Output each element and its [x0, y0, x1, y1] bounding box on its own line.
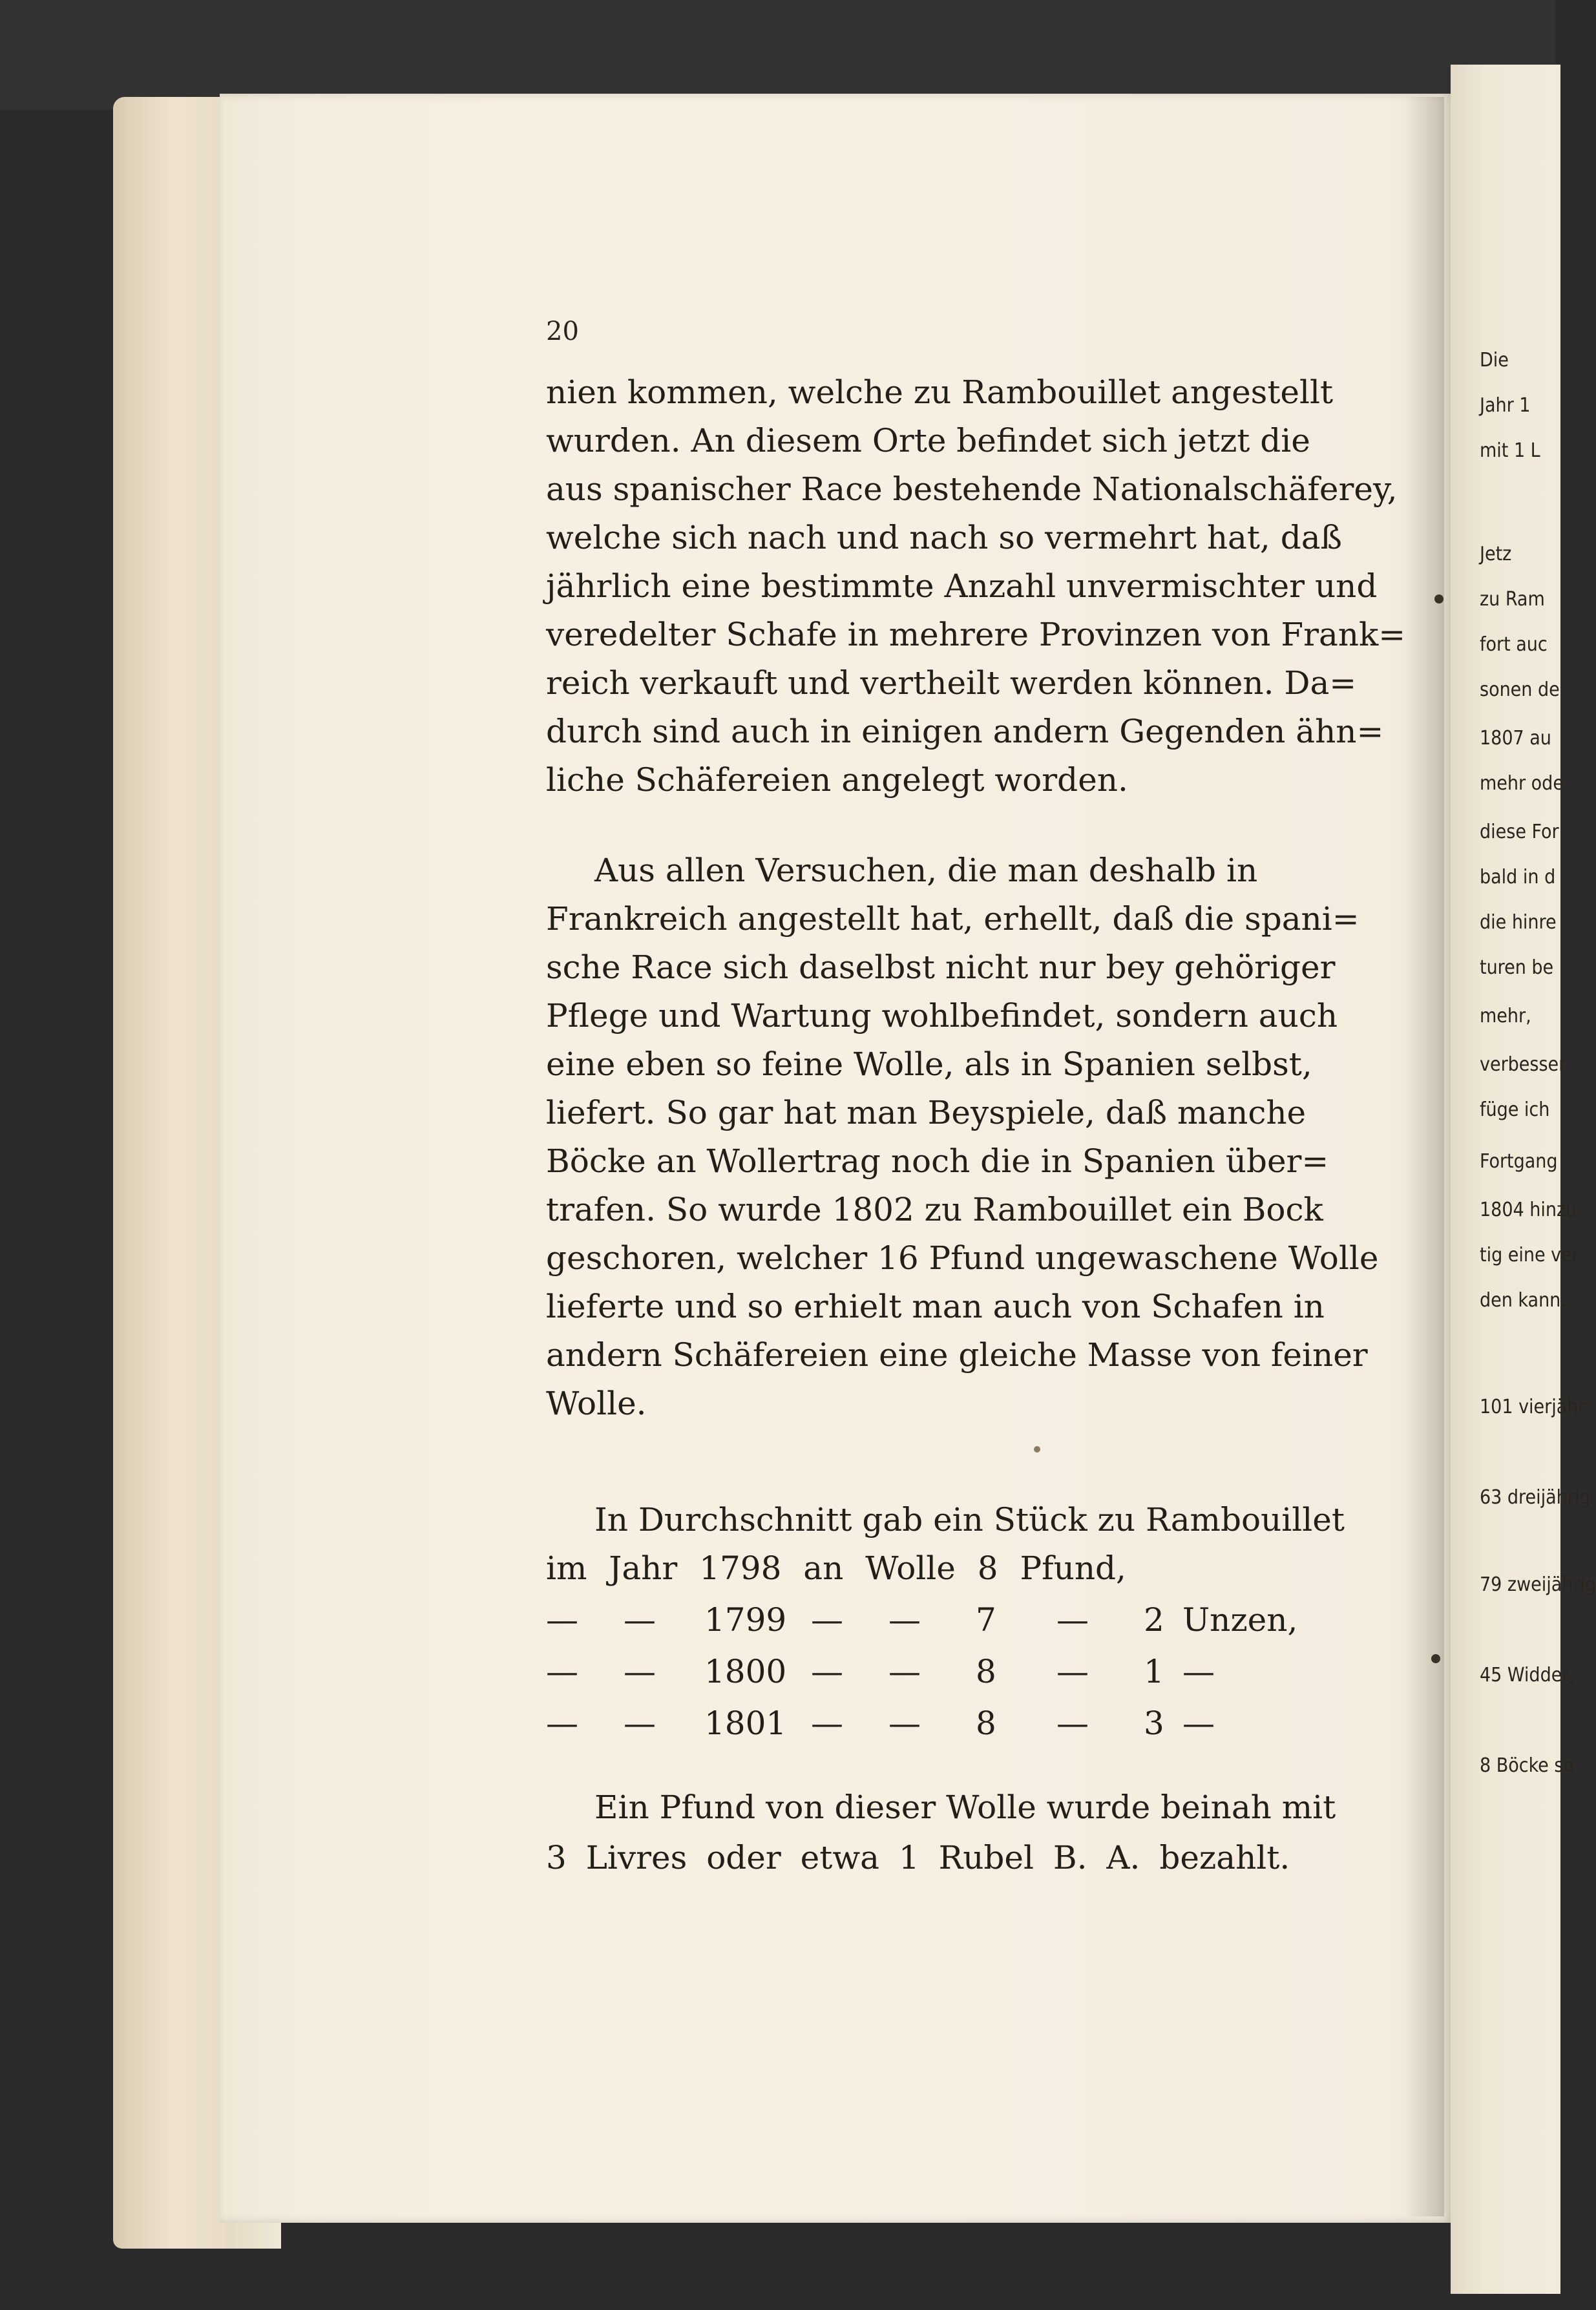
table-cell-year: 1801: [704, 1705, 787, 1742]
text-line: wurden. An diesem Orte befindet sich jetzt die: [546, 422, 1310, 459]
table-cell-d5: —: [1056, 1601, 1089, 1639]
table-cell-d1: —: [546, 1705, 578, 1742]
facing-page-fragment: die hinre: [1480, 911, 1557, 934]
table-cell-d1: —: [546, 1601, 578, 1639]
text-line: Pflege und Wartung wohlbefindet, sondern auch: [546, 997, 1338, 1034]
text-line: Wolle.: [546, 1385, 647, 1422]
facing-page-fragment: tig eine ver: [1480, 1244, 1579, 1266]
text-line: trafen. So wurde 1802 zu Rambouillet ein Bock: [546, 1191, 1323, 1228]
table-cell-year: 1799: [704, 1601, 787, 1639]
table-cell-unzen: 3: [1144, 1705, 1164, 1742]
table-intro-line: im Jahr 1798 an Wolle 8 Pfund,: [546, 1549, 1126, 1587]
page-number: 20: [546, 317, 579, 346]
text-line: andern Schäfereien eine gleiche Masse von feiner: [546, 1336, 1368, 1374]
facing-page-fragment: den kann.: [1480, 1289, 1566, 1312]
facing-page-fragment: 8 Böcke so: [1480, 1754, 1574, 1777]
facing-page-fragment: sonen de: [1480, 678, 1560, 701]
table-cell-d5: —: [1056, 1705, 1089, 1742]
text-line: veredelter Schafe in mehrere Provinzen von Frank=: [546, 616, 1406, 653]
facing-page-fragment: 79 zweijährig: [1480, 1573, 1596, 1596]
text-line: lieferte und so erhielt man auch von Schafen in: [546, 1288, 1325, 1325]
table-cell-pfund: 8: [976, 1653, 996, 1690]
table-cell-pfund: 8: [976, 1705, 996, 1742]
facing-page-fragment: 45 Widder,: [1480, 1664, 1575, 1686]
ink-spot: [1034, 1446, 1040, 1453]
table-cell-d1: —: [546, 1653, 578, 1690]
facing-page-fragment: mehr,: [1480, 1005, 1531, 1027]
table-cell-d2: —: [624, 1653, 656, 1690]
text-line: Frankreich angestellt hat, erhellt, daß die spani=: [546, 900, 1360, 938]
facing-page-fragment: Fortgang: [1480, 1150, 1558, 1173]
facing-page-fragment: 63 dreijährig: [1480, 1486, 1591, 1509]
facing-page-fragment: fort auc: [1480, 633, 1548, 656]
text-line: welche sich nach und nach so vermehrt hat, daß: [546, 519, 1342, 556]
text-line: Aus allen Versuchen, die man deshalb in: [594, 852, 1258, 889]
text-line: geschoren, welcher 16 Pfund ungewaschene Wolle: [546, 1239, 1379, 1277]
table-cell-unzen: 1: [1144, 1653, 1164, 1690]
facing-page-fragment: mit 1 L: [1480, 439, 1540, 462]
closing-line: Ein Pfund von dieser Wolle wurde beinah mit: [594, 1789, 1336, 1826]
text-line: liche Schäfereien angelegt worden.: [546, 761, 1128, 799]
text-line: reich verkauft und vertheilt werden können. Da=: [546, 664, 1357, 702]
table-intro-line: In Durchschnitt gab ein Stück zu Rambouillet: [594, 1501, 1345, 1538]
closing-line: 3 Livres oder etwa 1 Rubel B. A. bezahlt.: [546, 1839, 1290, 1876]
table-cell-d3: —: [811, 1705, 843, 1742]
facing-page-fragment: turen be: [1480, 956, 1554, 979]
table-cell-unit: —: [1182, 1653, 1215, 1690]
text-line: sche Race sich daselbst nicht nur bey gehöriger: [546, 949, 1336, 986]
text-line: jährlich eine bestimmte Anzahl unvermischter und: [546, 567, 1378, 605]
facing-page-fragment: 101 vierjähr: [1480, 1396, 1586, 1418]
facing-page-fragment: diese For: [1480, 821, 1559, 843]
facing-page-fragment: füge ich: [1480, 1098, 1550, 1121]
text-line: aus spanischer Race bestehende Nationalschäferey,: [546, 470, 1398, 508]
facing-page-fragment: Die: [1480, 349, 1509, 372]
facing-page-fragment: mehr ode: [1480, 772, 1564, 795]
text-line: eine eben so feine Wolle, als in Spanien selbst,: [546, 1045, 1312, 1083]
table-cell-unzen: 2: [1144, 1601, 1164, 1639]
spine-shadow: [1405, 97, 1444, 2216]
table-cell-d3: —: [811, 1601, 843, 1639]
table-cell-year: 1800: [704, 1653, 787, 1690]
table-cell-d2: —: [624, 1705, 656, 1742]
facing-page-fragment: verbesser: [1480, 1053, 1566, 1076]
table-cell-d4: —: [888, 1653, 921, 1690]
table-cell-d4: —: [888, 1705, 921, 1742]
table-cell-unit: —: [1182, 1705, 1215, 1742]
facing-page-fragment: 1804 hinzu: [1480, 1199, 1577, 1221]
text-line: Böcke an Wollertrag noch die in Spanien über=: [546, 1142, 1329, 1180]
facing-page-fragment: bald in d: [1480, 866, 1556, 888]
table-cell-d5: —: [1056, 1653, 1089, 1690]
text-line: liefert. So gar hat man Beyspiele, daß manche: [546, 1094, 1307, 1131]
table-cell-d2: —: [624, 1601, 656, 1639]
table-cell-unit: Unzen,: [1182, 1601, 1298, 1639]
facing-page-fragment: 1807 au: [1480, 727, 1551, 750]
ink-mark: [1431, 1654, 1440, 1663]
table-cell-pfund: 7: [976, 1601, 996, 1639]
facing-page-fragment: Jetz: [1480, 543, 1512, 565]
ink-mark: [1434, 594, 1444, 604]
facing-page-fragment: Jahr 1: [1480, 394, 1531, 417]
text-line: nien kommen, welche zu Rambouillet angestellt: [546, 373, 1334, 411]
table-cell-d4: —: [888, 1601, 921, 1639]
text-line: durch sind auch in einigen andern Gegenden ähn=: [546, 713, 1384, 750]
table-cell-d3: —: [811, 1653, 843, 1690]
facing-page-fragment: zu Ram: [1480, 588, 1545, 611]
